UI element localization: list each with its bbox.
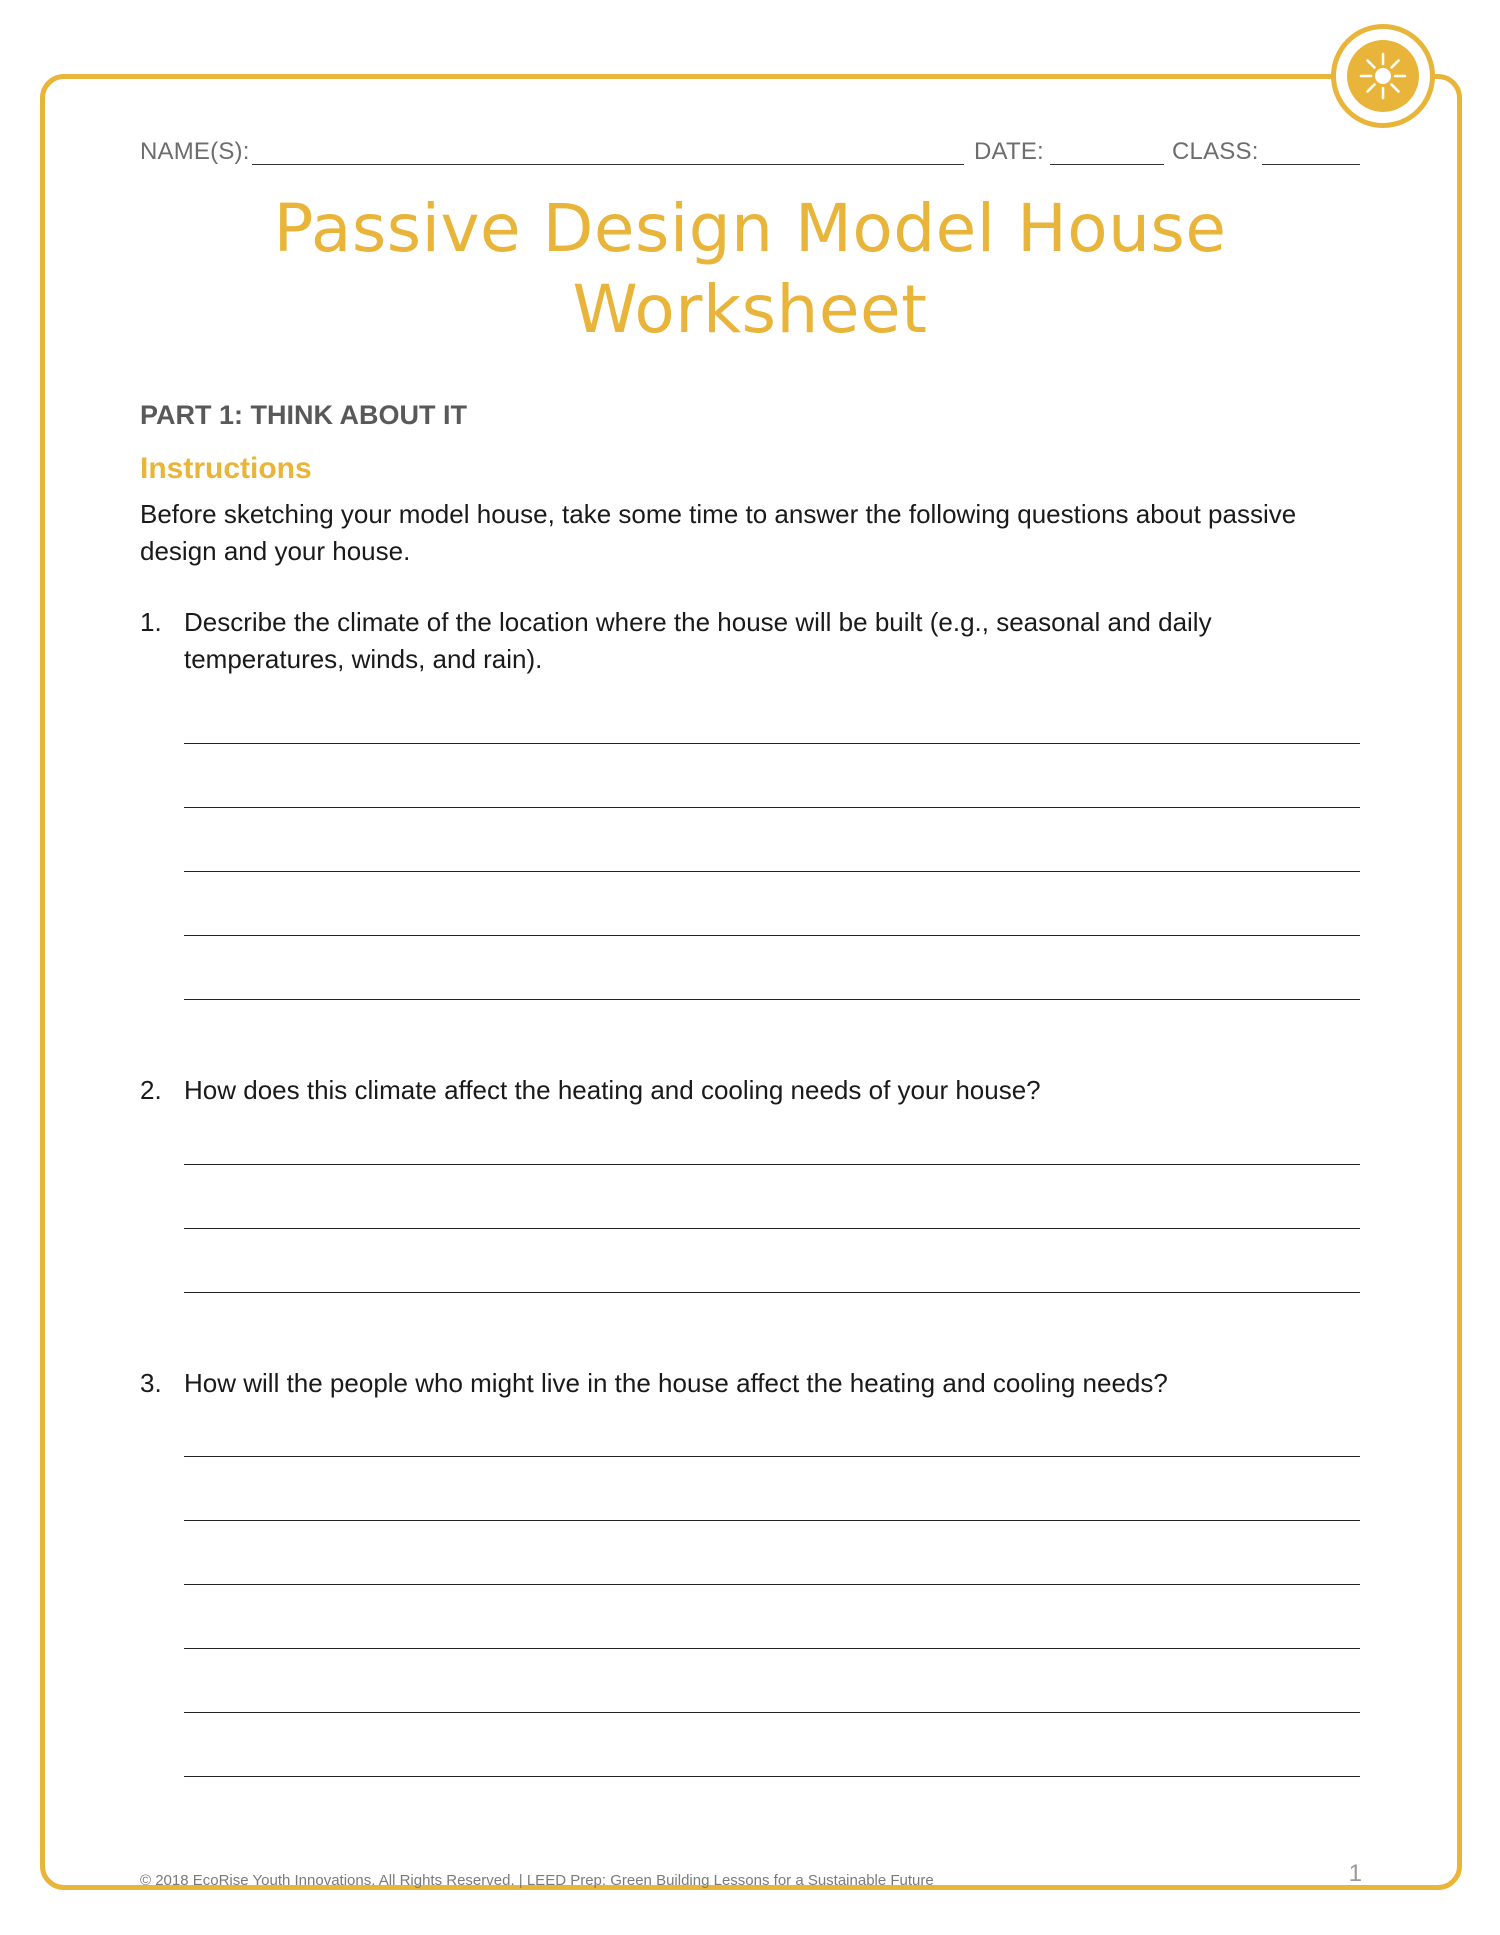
answer-line[interactable] (184, 1164, 1360, 1165)
answer-line[interactable] (184, 1292, 1360, 1293)
sun-badge (1331, 24, 1435, 128)
question-text: How will the people who might live in the house affect the heating and cooling needs? (184, 1368, 1168, 1398)
question-text: Describe the climate of the location where the house will be built (e.g., seasonal and daily temperatures, winds, and rain). (184, 607, 1212, 674)
question-number: 3. (140, 1368, 162, 1398)
page-title (140, 188, 1360, 350)
question-text: How does this climate affect the heating and cooling needs of your house? (184, 1075, 1041, 1105)
answer-line[interactable] (184, 807, 1360, 808)
name-field[interactable] (252, 164, 964, 165)
title-line-1: Passive Design Model House (273, 190, 1227, 267)
answer-line[interactable] (184, 999, 1360, 1000)
question-2 (140, 1072, 1370, 1109)
copyright-footer: © 2018 EcoRise Youth Innovations. All Rights Reserved. | LEED Prep: Green Building Lessons for a Sustainable Future (140, 1872, 934, 1889)
instructions-text: Before sketching your model house, take some time to answer the following questions about passive design and your house. (140, 499, 1297, 566)
answer-line[interactable] (184, 1648, 1360, 1649)
class-label: CLASS: (1172, 138, 1259, 165)
answer-line[interactable] (184, 871, 1360, 872)
answer-line[interactable] (184, 1228, 1360, 1229)
date-label: DATE: (974, 138, 1044, 165)
sun-icon (1347, 40, 1419, 112)
answer-line[interactable] (184, 1776, 1360, 1777)
answer-line[interactable] (184, 1456, 1360, 1457)
question-1 (140, 604, 1370, 678)
answer-line[interactable] (184, 1712, 1360, 1713)
date-field[interactable] (1050, 164, 1164, 165)
answer-line[interactable] (184, 1520, 1360, 1521)
class-field[interactable] (1262, 164, 1360, 165)
answer-line[interactable] (184, 743, 1360, 744)
header-fields (140, 138, 1360, 172)
answer-line[interactable] (184, 1584, 1360, 1585)
page-number: 1 (1348, 1860, 1362, 1887)
part-heading: PART 1: THINK ABOUT IT (140, 400, 467, 430)
question-number: 2. (140, 1075, 162, 1105)
question-3 (140, 1365, 1370, 1402)
answer-line[interactable] (184, 935, 1360, 936)
title-line-2: Worksheet (572, 271, 928, 348)
instructions-heading: Instructions (140, 452, 312, 485)
name-label: NAME(S): (140, 138, 250, 165)
question-number: 1. (140, 607, 162, 637)
